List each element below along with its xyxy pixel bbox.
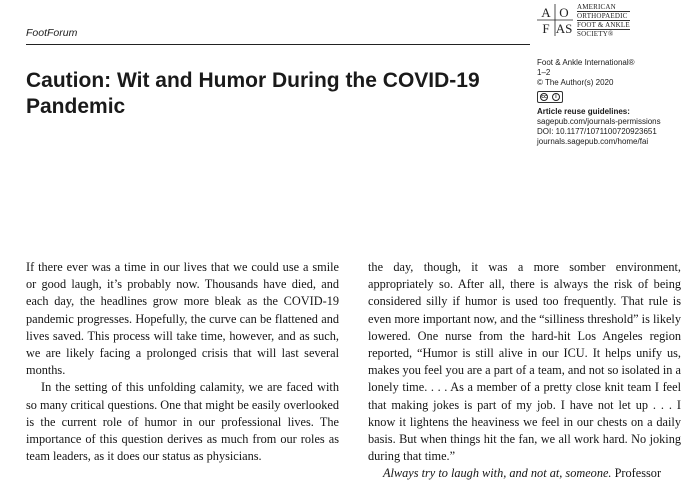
reuse-label: Article reuse guidelines: [537, 107, 630, 116]
svg-text:A: A [541, 5, 551, 20]
journal-link[interactable]: journals.sagepub.com/home/fai [537, 137, 649, 146]
by-person-icon: i [552, 93, 560, 101]
cc-by-icon [537, 91, 563, 103]
logo-society-name [577, 3, 630, 38]
body-column-right [368, 259, 681, 483]
section-tag: FootForum [26, 27, 78, 39]
paragraph: If there ever was a time in our lives that we could use a smile or good laugh, it’s probably now. Thousands have died, and each day, the headlines grow more bleak as the COVID-19 pandemic progresses. Hopefully, the curve can be flattened and lives saved. This process will take time, however, and as such, we are likely facing a prolonged crisis that will last several months. [26, 260, 339, 378]
body-column-left [26, 259, 339, 465]
cc-icon: cc [541, 94, 547, 100]
article-meta [537, 58, 687, 147]
paragraph: In the setting of this unfolding calamity, we are faced with so many critical questions. One that might be easily overlooked is the current role of humor in our professional lives. The importance of this question derives as much from our roles as team leaders, as it does our status as physicians. [26, 380, 339, 464]
svg-text:O: O [559, 5, 569, 20]
logo-line: ORTHOPAEDIC [577, 12, 630, 21]
logo-line: SOCIETY® [577, 30, 614, 38]
journal-name: Foot & Ankle International® [537, 58, 635, 67]
license-badge[interactable] [537, 91, 687, 103]
logo-line: FOOT & ANKLE [577, 21, 630, 29]
svg-text:AS: AS [555, 21, 573, 36]
doi[interactable]: DOI: 10.1177/1071100720923651 [537, 127, 657, 136]
article-title: Caution: Wit and Humor During the COVID-19 Pandemic [26, 69, 480, 118]
italic-lead: Always try to laugh with, and not at, someone. [383, 466, 612, 481]
svg-text:F: F [542, 21, 550, 36]
logo-line: AMERICAN [577, 3, 630, 12]
header-rule [26, 44, 530, 45]
copyright: © The Author(s) 2020 [537, 78, 614, 87]
paragraph-continuation: Professor [611, 466, 662, 481]
paragraph [368, 465, 681, 482]
page-range: 1–2 [537, 68, 551, 77]
paragraph: the day, though, it was a more somber environment, appropriately so. After all, there is always the risk of being considered silly if humor is used too frequently. That rule is even more important now, and the “silliness threshold” is likely lowered. One nurse from the hard-hit Los Angeles region reported, “Humor is still alive in our ICU. It helps unify us, makes you feel you are a part of a team, and not so isolated in a lonely time. . . . As a member of a pretty close knit team I feel that making jokes is part of my job. I have not let up . . . I know it lightens the heaviness we feel in our chests on a daily basis. But when things hit the fan, we all work hard. No joking during that time.” [368, 260, 681, 464]
reuse-link[interactable]: sagepub.com/journals-permissions [537, 117, 661, 126]
aofas-logo-icon [537, 4, 573, 36]
